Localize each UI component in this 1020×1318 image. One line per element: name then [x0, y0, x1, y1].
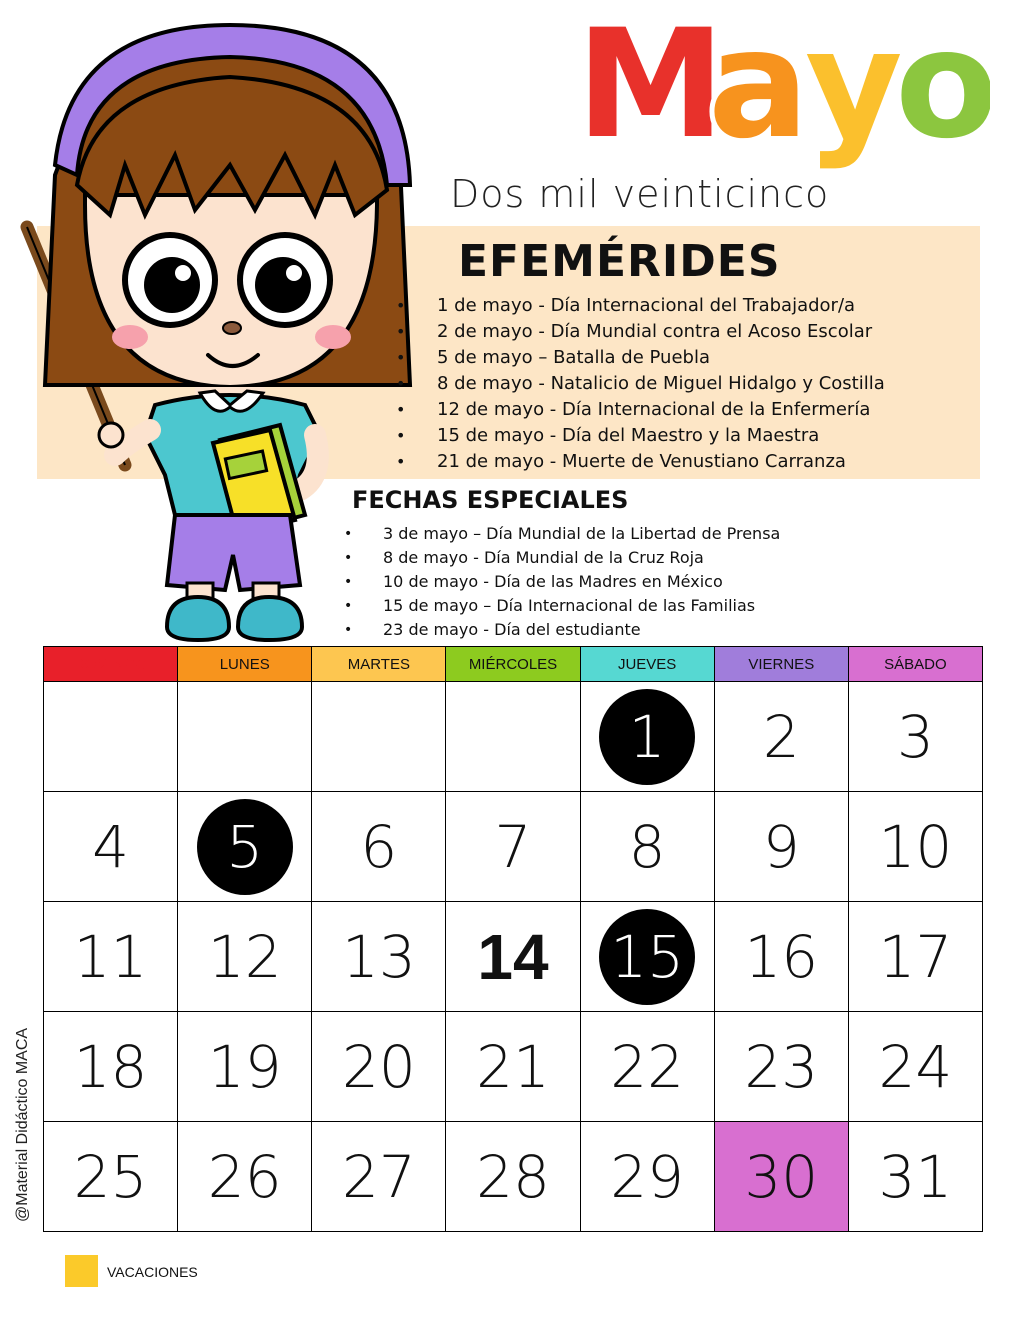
- fechas-especiales-list: [338, 522, 780, 642]
- calendar-day-cell: [312, 1122, 446, 1232]
- efemerides-title: EFEMÉRIDES: [458, 236, 781, 287]
- vacaciones-label: VACACIONES: [107, 1264, 198, 1280]
- day-number: 22: [610, 1032, 685, 1101]
- calendar-empty-cell: [312, 682, 446, 792]
- calendar-day-cell: [44, 1012, 178, 1122]
- calendar-day-cell: [446, 1012, 580, 1122]
- calendar-grid: [43, 646, 983, 1232]
- calendar-day-cell: [714, 682, 848, 792]
- weekday-header-row: [44, 647, 983, 682]
- day-number: 25: [73, 1142, 148, 1211]
- day-number: 11: [73, 922, 148, 991]
- day-number: 23: [744, 1032, 819, 1101]
- day-number: 8: [628, 812, 666, 881]
- calendar-day-cell: [580, 902, 714, 1012]
- calendar-day-cell: [178, 1122, 312, 1232]
- fecha-especial-item: • 10 de mayo - Día de las Madres en México: [338, 570, 780, 594]
- day-number: 24: [878, 1032, 953, 1101]
- day-number: 27: [341, 1142, 416, 1211]
- calendar-empty-cell: [446, 682, 580, 792]
- calendar-day-cell: [446, 792, 580, 902]
- calendar-day-cell: [44, 902, 178, 1012]
- weekday-header: MARTES: [312, 647, 446, 682]
- circled-day-number: 15: [599, 909, 695, 1005]
- day-number: 2: [762, 702, 800, 771]
- weekday-header: VIERNES: [714, 647, 848, 682]
- day-number: 29: [610, 1142, 685, 1211]
- day-number: 9: [762, 812, 800, 881]
- day-number: 16: [744, 922, 819, 991]
- month-letter: o: [895, 8, 990, 172]
- calendar-day-cell: [714, 902, 848, 1012]
- weekday-header: MIÉRCOLES: [446, 647, 580, 682]
- day-number: 7: [494, 812, 532, 881]
- calendar-day-cell: [848, 902, 982, 1012]
- day-number: 28: [476, 1142, 550, 1211]
- efemerides-list: [390, 293, 885, 475]
- day-number: 10: [878, 812, 953, 881]
- day-number: 18: [73, 1032, 148, 1101]
- circled-day-number: 5: [197, 799, 293, 895]
- day-number: 6: [360, 812, 398, 881]
- calendar-day-cell: [580, 1012, 714, 1122]
- calendar-day-cell: [714, 1122, 848, 1232]
- calendar-day-cell: [312, 792, 446, 902]
- fecha-especial-item: • 23 de mayo - Día del estudiante: [338, 618, 780, 642]
- calendar-week-row: [44, 682, 983, 792]
- day-number: 30: [744, 1142, 819, 1211]
- calendar-day-cell: [312, 902, 446, 1012]
- day-number: 13: [341, 922, 416, 991]
- day-number: 26: [207, 1142, 282, 1211]
- calendar-day-cell: [848, 792, 982, 902]
- calendar-day-cell: [580, 792, 714, 902]
- day-number: 31: [878, 1142, 953, 1211]
- efemeride-item: • 21 de mayo - Muerte de Venustiano Carranza: [390, 449, 885, 475]
- month-letter: M: [576, 8, 726, 172]
- efemeride-item: • 1 de mayo - Día Internacional del Trabajador/a: [390, 293, 885, 319]
- calendar-day-cell: [44, 792, 178, 902]
- weekday-header: LUNES: [178, 647, 312, 682]
- weekday-header: DOMINGO: [44, 647, 178, 682]
- circled-day-number: 1: [599, 689, 695, 785]
- calendar-day-cell: [44, 1122, 178, 1232]
- fechas-especiales-title: FECHAS ESPECIALES: [352, 486, 629, 514]
- vacaciones-swatch: [65, 1255, 98, 1287]
- calendar-day-cell: [312, 1012, 446, 1122]
- calendar-empty-cell: [178, 682, 312, 792]
- fecha-especial-item: • 3 de mayo – Día Mundial de la Libertad de Prensa: [338, 522, 780, 546]
- efemeride-item: • 2 de mayo - Día Mundial contra el Acoso Escolar: [390, 319, 885, 345]
- calendar-day-cell: [848, 682, 982, 792]
- month-letter: a: [708, 8, 810, 172]
- calendar-body: [44, 682, 983, 1232]
- day-number: 12: [207, 922, 282, 991]
- day-number: 14: [477, 920, 549, 993]
- calendar-day-cell: [178, 1012, 312, 1122]
- calendar-day-cell: [178, 792, 312, 902]
- month-letter: y: [805, 8, 903, 172]
- calendar-week-row: [44, 902, 983, 1012]
- efemeride-item: • 15 de mayo - Día del Maestro y la Maestra: [390, 423, 885, 449]
- calendar-week-row: [44, 792, 983, 902]
- calendar-day-cell: [580, 682, 714, 792]
- calendar-day-cell: [580, 1122, 714, 1232]
- efemeride-item: • 8 de mayo - Natalicio de Miguel Hidalgo y Costilla: [390, 371, 885, 397]
- weekday-header: SÁBADO: [848, 647, 982, 682]
- calendar-day-cell: [848, 1122, 982, 1232]
- efemeride-item: • 5 de mayo – Batalla de Puebla: [390, 345, 885, 371]
- day-number: 4: [92, 812, 130, 881]
- efemeride-item: • 12 de mayo - Día Internacional de la Enfermería: [390, 397, 885, 423]
- day-number: 19: [207, 1032, 282, 1101]
- calendar-week-row: [44, 1012, 983, 1122]
- calendar-empty-cell: [44, 682, 178, 792]
- calendar-day-cell: [178, 902, 312, 1012]
- calendar-day-cell: [848, 1012, 982, 1122]
- month-title: [570, 8, 990, 173]
- calendar-day-cell: [446, 1122, 580, 1232]
- credit-text: @Material Didáctico MACA: [14, 1027, 31, 1222]
- calendar-day-cell: [714, 1012, 848, 1122]
- calendar-week-row: [44, 1122, 983, 1232]
- weekday-header: JUEVES: [580, 647, 714, 682]
- calendar-day-cell: [446, 902, 580, 1012]
- fecha-especial-item: • 15 de mayo – Día Internacional de las Familias: [338, 594, 780, 618]
- day-number: 17: [878, 922, 953, 991]
- day-number: 21: [476, 1032, 550, 1101]
- year-subtitle: Dos mil veinticinco: [450, 172, 830, 216]
- day-number: 3: [896, 702, 934, 771]
- day-number: 20: [341, 1032, 416, 1101]
- calendar-day-cell: [714, 792, 848, 902]
- fecha-especial-item: • 8 de mayo - Día Mundial de la Cruz Roja: [338, 546, 780, 570]
